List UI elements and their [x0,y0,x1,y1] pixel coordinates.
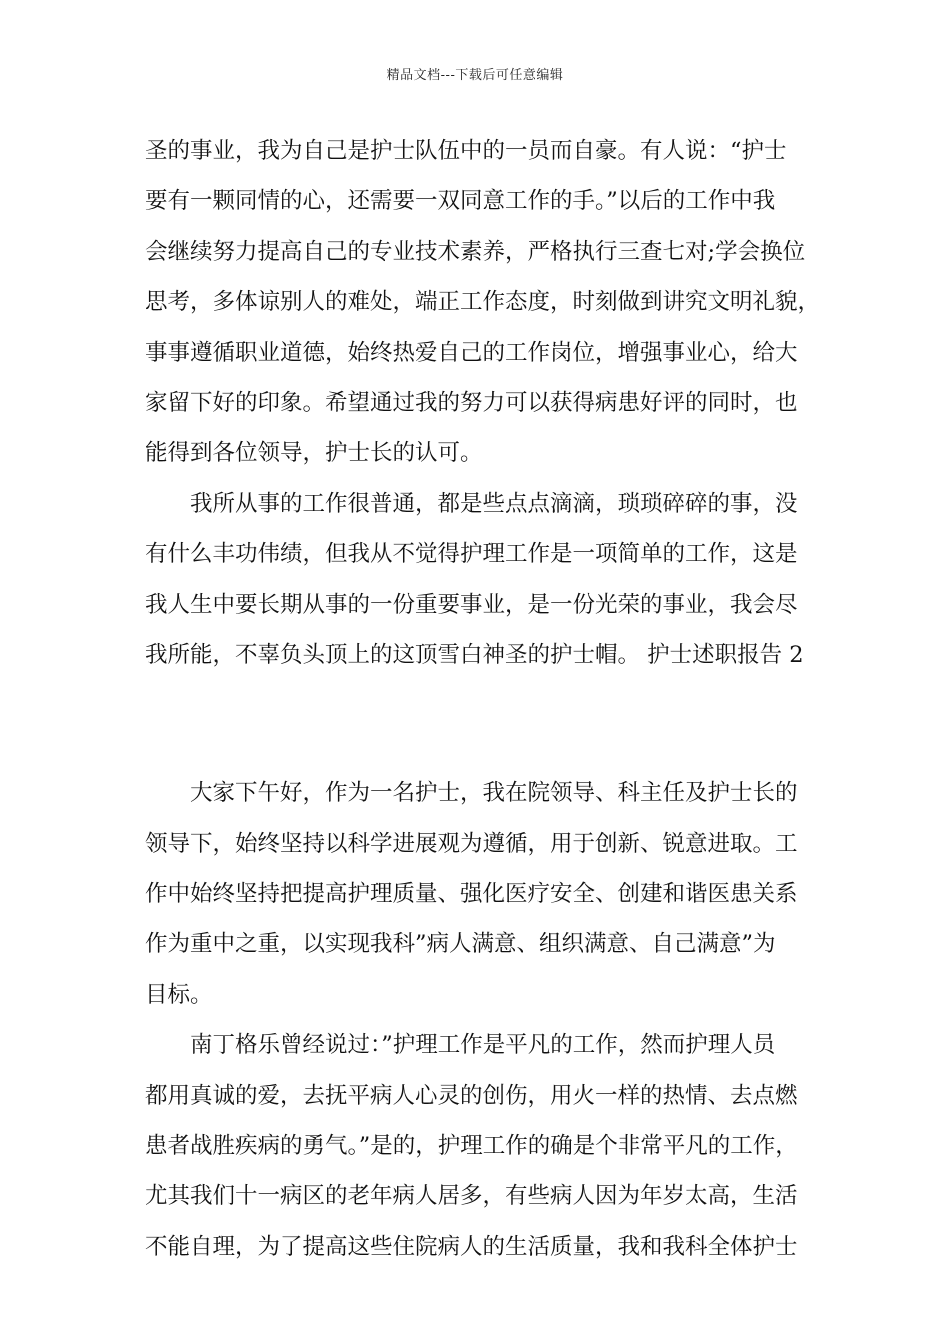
text-line: 圣的事业，我为自己是护士队伍中的一员而自豪。有人说：“护士 [145,138,787,164]
page-header: 精品文档---下载后可任意编辑 [386,68,564,83]
text-line: 南丁格乐曾经说过：”护理工作是平凡的工作，然而护理人员 [190,1032,776,1059]
text-line: 领导下，始终坚持以科学进展观为遵循，用于创新、锐意进取。工 [145,830,798,857]
text-line: 大家下午好，作为一名护士，我在院领导、科主任及护士长的 [190,780,798,807]
text-line: 目标。 [145,981,213,1008]
text-line: 会继续努力提高自己的专业技术素养，严格执行三查七对;学会换位 [145,238,806,265]
text-line: 作为重中之重，以实现我科”病人满意、组织满意、自己满意”为 [145,931,776,958]
text-line: 有什么丰功伟绩，但我从不觉得护理工作是一项简单的工作，这是 [145,541,798,568]
text-line: 都用真诚的爱，去抚平病人心灵的创伤，用火一样的热情、去点燃 [145,1082,798,1109]
text-line: 我所能，不辜负头顶上的这顶雪白神圣的护士帽。 护士述职报告 2 [145,641,804,668]
paragraph-gap [145,680,825,768]
text-line: 要有一颗同情的心，还需要一双同意工作的手。”以后的工作中我 [145,188,776,215]
text-line: 不能自理，为了提高这些住院病人的生活质量，我和我科全体护士 [145,1233,798,1260]
text-line: 我所从事的工作很普通，都是些点点滴滴，琐琐碎碎的事，没 [190,490,798,517]
text-line: 家留下好的印象。希望通过我的努力可以获得病患好评的同时，也 [145,389,798,416]
text-line: 我人生中要长期从事的一份重要事业，是一份光荣的事业，我会尽 [145,591,798,618]
text-line: 患者战胜疾病的勇气。”是的，护理工作的确是个非常平凡的工作， [145,1133,798,1160]
text-line: 思考，多体谅别人的难处，端正工作态度，时刻做到讲究文明礼貌， [145,289,821,316]
text-line: 作中始终坚持把提高护理质量、强化医疗安全、创建和谐医患关系 [145,881,798,908]
text-line: 尤其我们十一病区的老年病人居多，有些病人因为年岁太高，生活 [145,1183,798,1210]
text-line: 事事遵循职业道德，始终热爱自己的工作岗位，增强事业心，给大 [145,339,798,366]
document-body [145,126,825,1272]
text-line: 能得到各位领导，护士长的认可。 [145,440,483,467]
